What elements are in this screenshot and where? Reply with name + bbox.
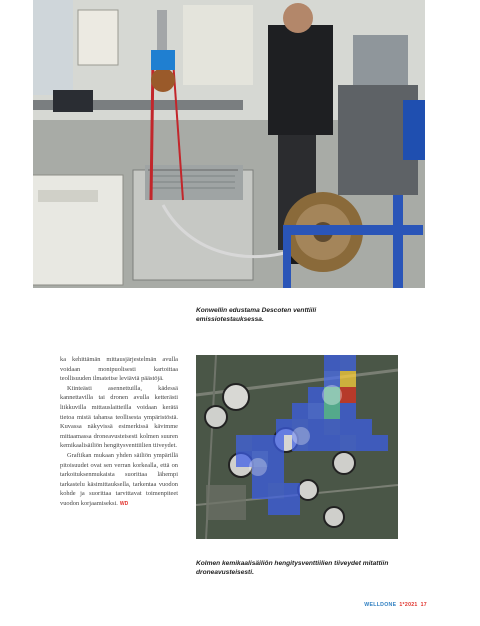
emission-heatmap-aerial	[196, 355, 398, 539]
magazine-name: WELLDONE	[364, 602, 397, 608]
page-number: 17	[420, 602, 427, 608]
page-footer	[364, 602, 427, 608]
body-paragraph: Kiinteästi asennettuilla, kädessä kannettavilla tai dronen avulla ketterästi liikkuvilla mittauslaitteilla voidaan kerätä tietoa mistä tahansa teollisesta ympäristöstä. Kuvassa näkyvissä esimerkissä kävimme mittaamassa droneavusteisesti kolmen suuren kemikaalisäiliön hengitysventtiilien tiiveydet.	[60, 384, 178, 450]
issue-number: 1*2021	[399, 602, 418, 608]
map-caption: Kolmen kemikaalisäiliön hengitysventtiilien tiiveydet mitattiin droneavusteisesti.	[196, 560, 389, 576]
body-paragraph-text: Grafiikan mukaan yhden säiliön ympärillä pitoisuudet ovat sen verran korkealla, että on tarkoituksenmukaista suorittaa lähempi tarkastelu käsimittauksella, tarkentaa vuodon kohde ja suorittaa tarvittavat toimenpiteet vuodon korjaamiseksi.	[60, 451, 178, 507]
body-paragraph	[60, 451, 178, 510]
article-body	[60, 355, 178, 510]
photo-caption: Konwellin edustama Descoten venttiili emissiotestauksessa.	[196, 307, 317, 323]
end-mark: WD	[119, 500, 129, 507]
body-paragraph: ka kehittämän mittausjärjestelmän avulla voidaan monipuolisesti kartoittaa teollisuuden ilmateitse leviäviä päästöjä.	[60, 356, 178, 383]
valve-test-photo	[33, 0, 425, 288]
